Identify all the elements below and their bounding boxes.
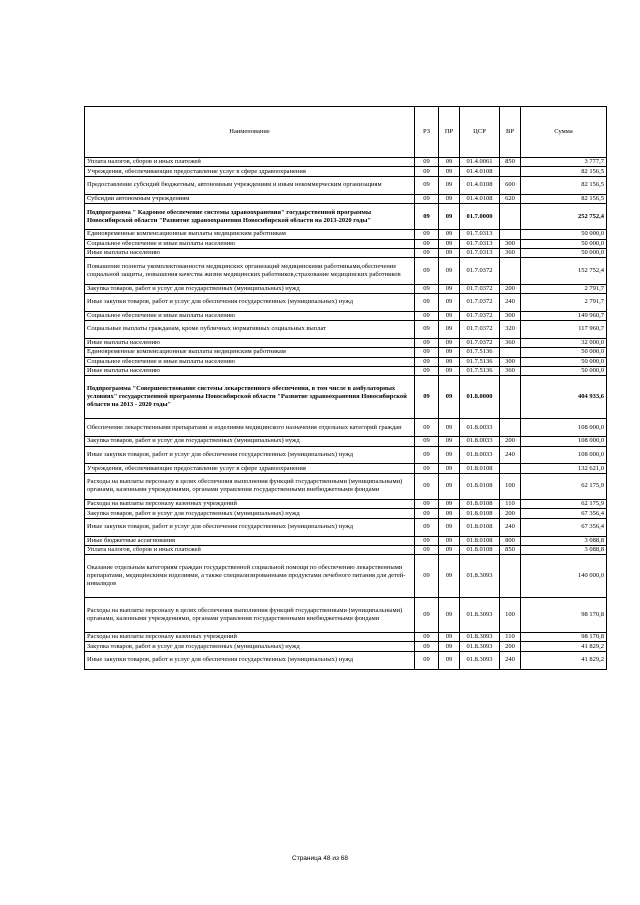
cell-sum: 50 000,0	[521, 367, 607, 376]
table-row	[85, 518, 607, 536]
cell-sum: 32 000,0	[521, 338, 607, 347]
cell-csr: 01.7.0372	[460, 311, 500, 320]
cell-rz: 09	[415, 376, 439, 419]
cell-sum: 3 088,8	[521, 536, 607, 545]
cell-csr: 01.8.0000	[460, 376, 500, 419]
header-csr: ЦСР	[460, 107, 500, 158]
cell-rz: 09	[415, 464, 439, 473]
cell-pr: 09	[439, 284, 460, 293]
cell-vr: 320	[500, 321, 521, 339]
cell-csr: 01.8.0033	[460, 446, 500, 464]
cell-vr: 100	[500, 598, 521, 633]
table-row	[85, 321, 607, 339]
cell-pr: 09	[439, 258, 460, 284]
cell-pr: 09	[439, 203, 460, 229]
cell-rz: 09	[415, 446, 439, 464]
cell-csr: 01.8.0108	[460, 464, 500, 473]
cell-sum: 98 170,8	[521, 598, 607, 633]
cell-pr: 09	[439, 230, 460, 239]
cell-pr: 09	[439, 348, 460, 357]
cell-sum: 50 000,0	[521, 357, 607, 366]
cell-vr: 600	[500, 176, 521, 194]
cell-sum: 152 752,4	[521, 258, 607, 284]
cell-vr: 360	[500, 248, 521, 257]
cell-name: Социальные выплаты гражданам, кроме публичных нормативных социальных выплат	[85, 321, 415, 339]
cell-pr: 09	[439, 311, 460, 320]
cell-rz: 09	[415, 239, 439, 248]
cell-vr	[500, 167, 521, 176]
cell-vr	[500, 203, 521, 229]
cell-name: Закупка товаров, работ и услуг для государственных (муниципальных) нужд	[85, 642, 415, 651]
cell-csr: 01.8.0033	[460, 437, 500, 446]
cell-csr: 01.7.0313	[460, 230, 500, 239]
cell-name: Учреждения, обеспечивающие предоставление услуг в сфере здравоохранения	[85, 167, 415, 176]
table-row	[85, 500, 607, 509]
cell-pr: 09	[439, 176, 460, 194]
cell-vr: 300	[500, 311, 521, 320]
cell-name: Предоставление субсидий бюджетным, автономным учреждениям и иным некоммерческим организациям	[85, 176, 415, 194]
cell-name: Единовременные компенсационные выплаты медицинским работникам	[85, 230, 415, 239]
table-row	[85, 419, 607, 437]
cell-csr: 01.7.0313	[460, 239, 500, 248]
cell-csr: 01.8.0108	[460, 473, 500, 499]
cell-sum: 41 829,2	[521, 642, 607, 651]
table-row	[85, 357, 607, 366]
cell-pr: 09	[439, 437, 460, 446]
cell-pr: 09	[439, 248, 460, 257]
cell-vr: 360	[500, 367, 521, 376]
cell-sum: 82 156,5	[521, 194, 607, 203]
cell-pr: 09	[439, 446, 460, 464]
cell-pr: 09	[439, 239, 460, 248]
cell-sum: 404 933,6	[521, 376, 607, 419]
cell-rz: 09	[415, 321, 439, 339]
cell-name: Повышение полноты укомплектованности медицинских организаций медицинскими работниками,обеспечение социальной защиты, повышения качества жизни медицинских работников,страхование медицинских работников	[85, 258, 415, 284]
cell-rz: 09	[415, 598, 439, 633]
table-row	[85, 167, 607, 176]
cell-csr: 01.8.3093	[460, 632, 500, 641]
table-header-row	[85, 107, 607, 158]
cell-name: Учреждения, обеспечивающие предоставление услуг в сфере здравоохранения	[85, 464, 415, 473]
budget-table	[84, 106, 607, 670]
cell-vr	[500, 348, 521, 357]
cell-vr: 240	[500, 293, 521, 311]
cell-name: Единовременные компенсационные выплаты медицинским работникам	[85, 348, 415, 357]
cell-pr: 09	[439, 509, 460, 518]
cell-sum: 108 000,0	[521, 437, 607, 446]
cell-vr	[500, 555, 521, 598]
cell-vr: 200	[500, 509, 521, 518]
cell-csr: 01.8.0108	[460, 500, 500, 509]
header-rz: РЗ	[415, 107, 439, 158]
cell-rz: 09	[415, 545, 439, 554]
cell-rz: 09	[415, 367, 439, 376]
cell-vr: 360	[500, 338, 521, 347]
cell-sum: 252 752,4	[521, 203, 607, 229]
cell-vr	[500, 419, 521, 437]
cell-rz: 09	[415, 651, 439, 669]
cell-name: Закупка товаров, работ и услуг для государственных (муниципальных) нужд	[85, 509, 415, 518]
cell-csr: 01.8.3093	[460, 598, 500, 633]
cell-name: Иные бюджетные ассигнования	[85, 536, 415, 545]
cell-name: Иные закупки товаров, работ и услуг для обеспечения государственных (муниципальных) нужд	[85, 446, 415, 464]
cell-name: Расходы на выплаты персоналу в целях обеспечения выполнения функций государственными (муниципальными) органами, казенными учреждениями, органами управления государственными внебюджетными фондами	[85, 598, 415, 633]
cell-rz: 09	[415, 284, 439, 293]
cell-sum: 50 000,0	[521, 348, 607, 357]
cell-rz: 09	[415, 176, 439, 194]
header-sum: Сумма	[521, 107, 607, 158]
cell-sum: 41 829,2	[521, 651, 607, 669]
cell-name: Расходы на выплаты персоналу казенных учреждений	[85, 632, 415, 641]
cell-vr: 200	[500, 642, 521, 651]
cell-sum: 67 356,4	[521, 518, 607, 536]
cell-name: Обеспечение лекарственными препаратами и изделиями медицинского назначения отдельных категорий граждан	[85, 419, 415, 437]
cell-name: Подпрограмма "Совершенствование системы лекарственного обеспечения, в том числе в амбулаторных условиях" государственной программы Новосибирской области "Развитие здравоохранения Новосибирской области на 2013 - 2020 годы"	[85, 376, 415, 419]
cell-rz: 09	[415, 509, 439, 518]
table-row	[85, 555, 607, 598]
table-row	[85, 651, 607, 669]
cell-name: Иные выплаты населению	[85, 248, 415, 257]
cell-rz: 09	[415, 167, 439, 176]
cell-csr: 01.8.3093	[460, 651, 500, 669]
table-row	[85, 376, 607, 419]
cell-pr: 09	[439, 321, 460, 339]
cell-sum: 67 356,4	[521, 509, 607, 518]
cell-vr	[500, 464, 521, 473]
cell-rz: 09	[415, 473, 439, 499]
table-row	[85, 293, 607, 311]
cell-sum: 149 960,7	[521, 311, 607, 320]
cell-rz: 09	[415, 518, 439, 536]
cell-name: Иные закупки товаров, работ и услуг для обеспечения государственных (муниципальных) нужд	[85, 651, 415, 669]
cell-vr: 240	[500, 518, 521, 536]
cell-rz: 09	[415, 203, 439, 229]
cell-pr: 09	[439, 632, 460, 641]
table-row	[85, 446, 607, 464]
cell-name: Оказание отдельным категориям граждан государственной социальной помощи по обеспечению лекарственными препаратами, медицинскими изделиями, а также специализированными продуктами лечебного питания для детей-инвалидов	[85, 555, 415, 598]
cell-pr: 09	[439, 555, 460, 598]
budget-table-container	[84, 106, 606, 670]
cell-pr: 09	[439, 536, 460, 545]
cell-pr: 09	[439, 651, 460, 669]
cell-sum: 50 000,0	[521, 248, 607, 257]
cell-csr: 01.8.3093	[460, 555, 500, 598]
cell-rz: 09	[415, 419, 439, 437]
cell-rz: 09	[415, 293, 439, 311]
cell-pr: 09	[439, 518, 460, 536]
cell-name: Подпрограмма " Кадровое обеспечение системы здравоохранения" государственной программы Новосибирской области "Развитие здравоохранения Новосибирской области на 2013-2020 годы"	[85, 203, 415, 229]
table-row	[85, 338, 607, 347]
cell-sum: 2 791,7	[521, 284, 607, 293]
table-row	[85, 464, 607, 473]
table-row	[85, 598, 607, 633]
cell-rz: 09	[415, 158, 439, 167]
cell-vr	[500, 230, 521, 239]
cell-csr: 01.8.0033	[460, 419, 500, 437]
table-row	[85, 632, 607, 641]
cell-sum: 98 170,8	[521, 632, 607, 641]
table-row	[85, 536, 607, 545]
cell-csr: 01.7.0372	[460, 284, 500, 293]
cell-name: Субсидии автономным учреждениям	[85, 194, 415, 203]
cell-pr: 09	[439, 642, 460, 651]
cell-vr: 850	[500, 158, 521, 167]
cell-pr: 09	[439, 545, 460, 554]
table-row	[85, 203, 607, 229]
table-row	[85, 545, 607, 554]
cell-csr: 01.7.0372	[460, 293, 500, 311]
cell-vr: 850	[500, 545, 521, 554]
cell-csr: 01.8.0108	[460, 509, 500, 518]
cell-rz: 09	[415, 642, 439, 651]
cell-rz: 09	[415, 536, 439, 545]
cell-sum: 3 777,7	[521, 158, 607, 167]
cell-csr: 01.4.0108	[460, 167, 500, 176]
table-row	[85, 248, 607, 257]
cell-csr: 01.8.0108	[460, 536, 500, 545]
table-row	[85, 176, 607, 194]
cell-csr: 01.8.0108	[460, 518, 500, 536]
cell-sum: 2 791,7	[521, 293, 607, 311]
cell-vr: 800	[500, 536, 521, 545]
cell-rz: 09	[415, 338, 439, 347]
cell-pr: 09	[439, 500, 460, 509]
cell-vr: 240	[500, 446, 521, 464]
table-row	[85, 348, 607, 357]
cell-sum: 62 175,9	[521, 473, 607, 499]
cell-csr: 01.8.3093	[460, 642, 500, 651]
cell-sum: 108 000,0	[521, 446, 607, 464]
cell-csr: 01.7.0372	[460, 321, 500, 339]
table-row	[85, 642, 607, 651]
cell-csr: 01.4.0108	[460, 194, 500, 203]
cell-csr: 01.7.0372	[460, 258, 500, 284]
cell-vr: 200	[500, 284, 521, 293]
cell-rz: 09	[415, 357, 439, 366]
cell-name: Социальное обеспечение и иные выплаты населению	[85, 239, 415, 248]
page-number: Страница 48 из 68	[292, 855, 348, 862]
cell-pr: 09	[439, 167, 460, 176]
cell-pr: 09	[439, 357, 460, 366]
cell-name: Иные выплаты населению	[85, 338, 415, 347]
cell-name: Расходы на выплаты персоналу казенных учреждений	[85, 500, 415, 509]
cell-name: Расходы на выплаты персоналу в целях обеспечения выполнения функций государственными (муниципальными) органами, казенными учреждениями, органами управления государственными внебюджетными фондами	[85, 473, 415, 499]
header-pr: ПР	[439, 107, 460, 158]
cell-csr: 01.4.0061	[460, 158, 500, 167]
cell-sum: 82 156,5	[521, 167, 607, 176]
cell-vr	[500, 258, 521, 284]
table-row	[85, 239, 607, 248]
cell-rz: 09	[415, 248, 439, 257]
cell-csr: 01.7.0000	[460, 203, 500, 229]
header-name: Наименование	[85, 107, 415, 158]
cell-pr: 09	[439, 419, 460, 437]
cell-pr: 09	[439, 473, 460, 499]
cell-rz: 09	[415, 194, 439, 203]
table-row	[85, 258, 607, 284]
table-row	[85, 284, 607, 293]
cell-vr: 300	[500, 357, 521, 366]
cell-vr: 110	[500, 500, 521, 509]
table-body	[85, 158, 607, 670]
cell-rz: 09	[415, 632, 439, 641]
cell-pr: 09	[439, 464, 460, 473]
cell-vr: 200	[500, 437, 521, 446]
table-row	[85, 437, 607, 446]
cell-csr: 01.8.0108	[460, 545, 500, 554]
cell-name: Закупка товаров, работ и услуг для государственных (муниципальных) нужд	[85, 284, 415, 293]
cell-csr: 01.7.5136	[460, 348, 500, 357]
cell-pr: 09	[439, 367, 460, 376]
cell-csr: 01.7.0372	[460, 338, 500, 347]
cell-rz: 09	[415, 258, 439, 284]
cell-rz: 09	[415, 230, 439, 239]
cell-vr: 100	[500, 473, 521, 499]
cell-pr: 09	[439, 376, 460, 419]
cell-sum: 50 000,0	[521, 230, 607, 239]
cell-vr: 620	[500, 194, 521, 203]
cell-pr: 09	[439, 158, 460, 167]
cell-csr: 01.7.5136	[460, 357, 500, 366]
cell-sum: 82 156,5	[521, 176, 607, 194]
table-row	[85, 158, 607, 167]
cell-rz: 09	[415, 311, 439, 320]
cell-name: Иные выплаты населению	[85, 367, 415, 376]
cell-sum: 50 000,0	[521, 239, 607, 248]
cell-name: Социальное обеспечение и иные выплаты населению	[85, 311, 415, 320]
cell-name: Уплата налогов, сборов и иных платежей	[85, 545, 415, 554]
cell-csr: 01.4.0108	[460, 176, 500, 194]
cell-vr: 240	[500, 651, 521, 669]
cell-rz: 09	[415, 437, 439, 446]
cell-name: Уплата налогов, сборов и иных платежей	[85, 158, 415, 167]
cell-name: Закупка товаров, работ и услуг для государственных (муниципальных) нужд	[85, 437, 415, 446]
cell-name: Иные закупки товаров, работ и услуг для обеспечения государственных (муниципальных) нужд	[85, 518, 415, 536]
cell-rz: 09	[415, 500, 439, 509]
cell-sum: 132 621,0	[521, 464, 607, 473]
cell-sum: 3 088,8	[521, 545, 607, 554]
header-vr: ВР	[500, 107, 521, 158]
cell-csr: 01.7.5136	[460, 367, 500, 376]
table-row	[85, 230, 607, 239]
cell-vr	[500, 376, 521, 419]
table-row	[85, 367, 607, 376]
cell-pr: 09	[439, 293, 460, 311]
table-row	[85, 194, 607, 203]
cell-csr: 01.7.0313	[460, 248, 500, 257]
cell-pr: 09	[439, 598, 460, 633]
cell-sum: 108 000,0	[521, 419, 607, 437]
cell-name: Социальное обеспечение и иные выплаты населению	[85, 357, 415, 366]
cell-pr: 09	[439, 194, 460, 203]
cell-vr: 110	[500, 632, 521, 641]
cell-sum: 62 175,9	[521, 500, 607, 509]
cell-vr: 300	[500, 239, 521, 248]
cell-name: Иные закупки товаров, работ и услуг для обеспечения государственных (муниципальных) нужд	[85, 293, 415, 311]
cell-sum: 117 960,7	[521, 321, 607, 339]
cell-pr: 09	[439, 338, 460, 347]
table-row	[85, 311, 607, 320]
table-row	[85, 509, 607, 518]
cell-rz: 09	[415, 555, 439, 598]
cell-sum: 140 000,0	[521, 555, 607, 598]
cell-rz: 09	[415, 348, 439, 357]
table-row	[85, 473, 607, 499]
